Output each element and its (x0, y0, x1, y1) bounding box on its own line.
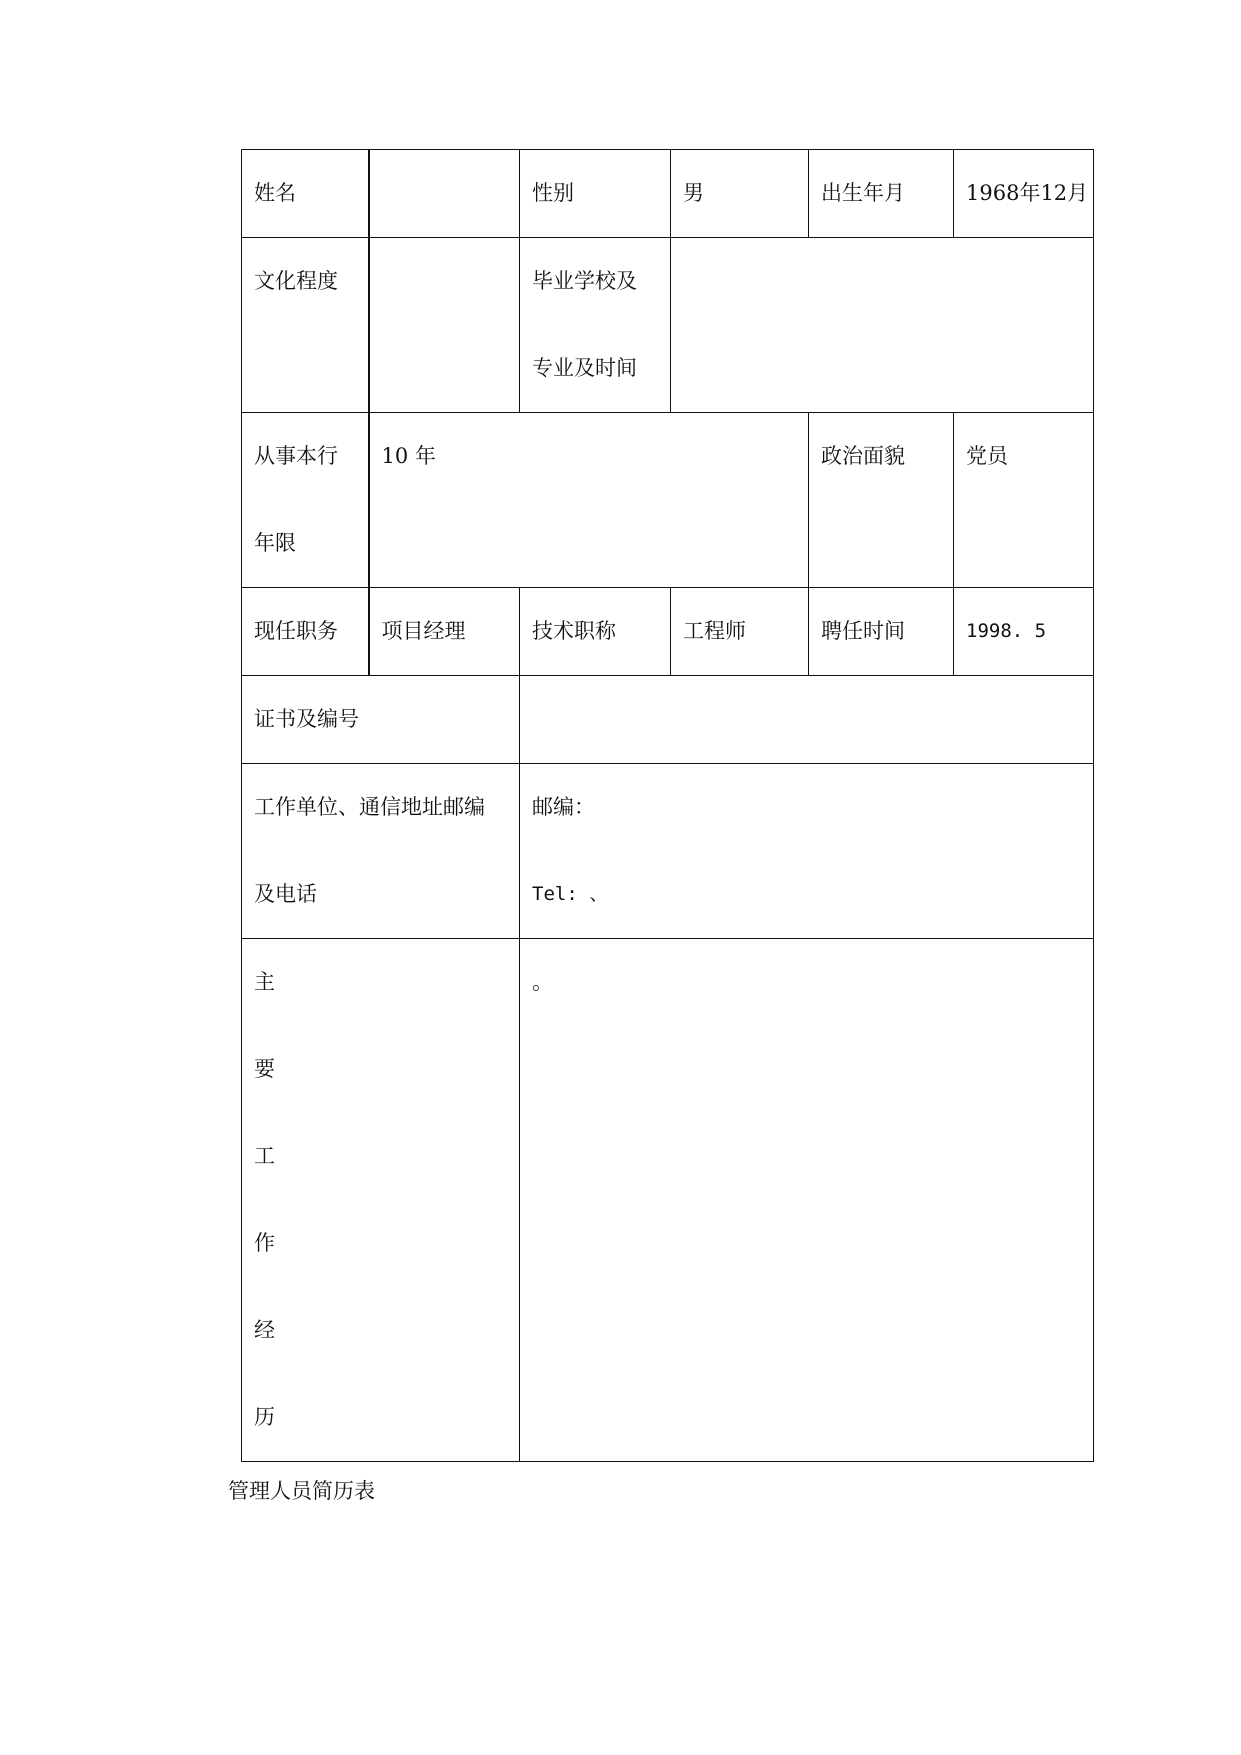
years-label-line1: 从事本行 (254, 444, 338, 468)
title-value: 工程师 (671, 588, 809, 676)
hire-label: 聘任时间 (809, 588, 954, 676)
row-position (242, 588, 1094, 676)
political-value: 党员 (954, 413, 1094, 588)
political-label: 政治面貌 (809, 413, 954, 588)
years-value: 10 年 (369, 413, 809, 588)
school-label-line1: 毕业学校及 (532, 269, 637, 293)
education-value (369, 238, 520, 413)
years-label (242, 413, 369, 588)
contact-label (242, 764, 520, 939)
contact-label-line1: 工作单位、通信地址邮编 (254, 795, 485, 819)
birth-label: 出生年月 (809, 150, 954, 238)
position-label: 现任职务 (242, 588, 369, 676)
row-education (242, 238, 1094, 413)
gender-label: 性别 (520, 150, 671, 238)
experience-label-char: 要 (254, 1057, 275, 1081)
experience-label-char: 主 (254, 970, 275, 994)
row-certificate (242, 676, 1094, 764)
experience-label (242, 939, 520, 1462)
cert-value (520, 676, 1094, 764)
contact-value (520, 764, 1094, 939)
tel-text: Tel: 、 (532, 883, 609, 905)
experience-label-char: 工 (254, 1144, 275, 1168)
name-label: 姓名 (242, 150, 369, 238)
name-value (369, 150, 520, 238)
years-label-line2: 年限 (254, 531, 296, 555)
school-value (671, 238, 1094, 413)
resume-table (241, 149, 1094, 1462)
hire-value: 1998. 5 (954, 588, 1094, 676)
postcode-text: 邮编： (532, 795, 595, 819)
position-value: 项目经理 (369, 588, 520, 676)
school-label-line2: 专业及时间 (532, 356, 637, 380)
cert-label: 证书及编号 (242, 676, 520, 764)
contact-label-line2: 及电话 (254, 882, 317, 906)
gender-value: 男 (671, 150, 809, 238)
experience-value: 。 (520, 939, 1094, 1462)
row-work-experience (242, 939, 1094, 1462)
experience-label-char: 历 (254, 1405, 275, 1429)
title-label: 技术职称 (520, 588, 671, 676)
row-contact (242, 764, 1094, 939)
experience-label-char: 经 (254, 1318, 275, 1342)
birth-value: 1968年12月 (954, 150, 1094, 238)
school-label (520, 238, 671, 413)
row-experience-years (242, 413, 1094, 588)
table-caption: 管理人员简历表 (228, 1479, 375, 1503)
education-label: 文化程度 (242, 238, 369, 413)
row-basic-info (242, 150, 1094, 238)
experience-label-char: 作 (254, 1231, 275, 1255)
